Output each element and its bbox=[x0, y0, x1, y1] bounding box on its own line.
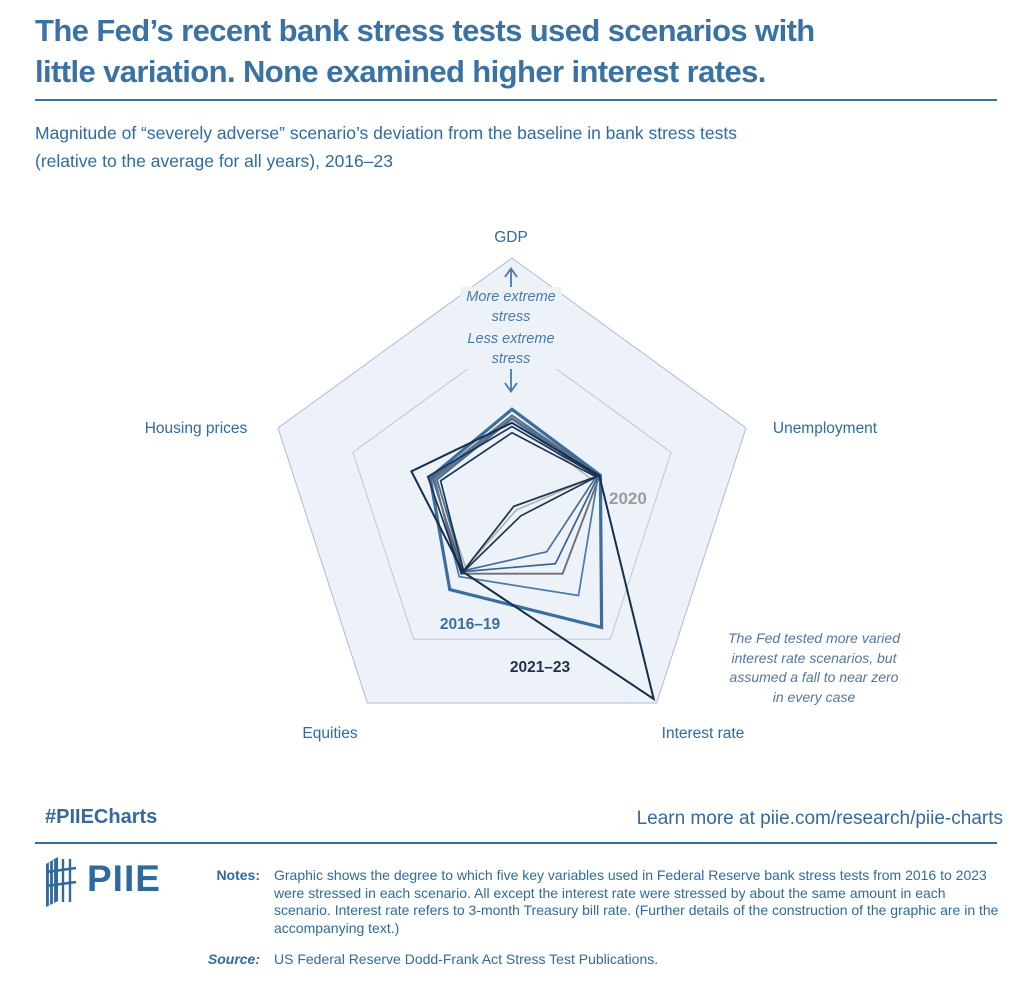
page-title bbox=[35, 10, 1000, 92]
chart-subtitle bbox=[35, 119, 1000, 175]
page-title-line1: The Fed’s recent bank stress tests used scenarios with bbox=[35, 13, 815, 48]
page-title-line2: little variation. None examined higher interest rates. bbox=[35, 54, 766, 89]
footer-divider bbox=[35, 842, 997, 844]
notes-label: Notes: bbox=[216, 867, 260, 883]
title-divider bbox=[35, 99, 997, 101]
axis-label-gdp: GDP bbox=[494, 229, 528, 246]
radar-chart bbox=[0, 210, 1025, 770]
source-label: Source: bbox=[207, 951, 260, 967]
source-text: US Federal Reserve Dodd-Frank Act Stress Test Publications. bbox=[274, 951, 659, 967]
chart-subtitle-line2: (relative to the average for all years), 2016–23 bbox=[35, 151, 393, 171]
group-label-2016-19: 2016–19 bbox=[439, 616, 501, 633]
learn-more-link: Learn more at piie.com/research/piie-charts bbox=[636, 808, 1003, 829]
more-extreme-stress-label: More extreme stress bbox=[460, 287, 561, 327]
piie-logo bbox=[45, 856, 225, 911]
notes-text: Graphic shows the degree to which five key variables used in Federal Reserve bank stress tests from 2016 to 2023 were stressed in each scenario. All except the interest rate were stressed by about the same amount in each scenario. Interest rate refers to 3-month Treasury bill rate. (Further details of the construction of the graphic are in the accompanying text.) bbox=[274, 867, 999, 936]
axis-label-interest-rate: Interest rate bbox=[661, 725, 745, 742]
group-label-2020: 2020 bbox=[609, 489, 647, 508]
less-extreme-stress-label: Less extreme stress bbox=[461, 329, 560, 369]
chart-subtitle-line1: Magnitude of “severely adverse” scenario’s deviation from the baseline in bank stress tests bbox=[35, 123, 737, 143]
piie-logo-icon bbox=[45, 856, 83, 908]
piie-logo-text: PIIE bbox=[87, 858, 161, 899]
axis-label-equities: Equities bbox=[302, 725, 358, 742]
piie-charts-hashtag: #PIIECharts bbox=[45, 806, 158, 828]
group-label-2021-23: 2021–23 bbox=[509, 659, 571, 676]
axis-label-housing: Housing prices bbox=[144, 420, 248, 437]
interest-rate-annotation: The Fed tested more varied interest rate scenarios, but assumed a fall to near zero in every case bbox=[728, 630, 900, 705]
axis-label-unemployment: Unemployment bbox=[772, 420, 878, 437]
